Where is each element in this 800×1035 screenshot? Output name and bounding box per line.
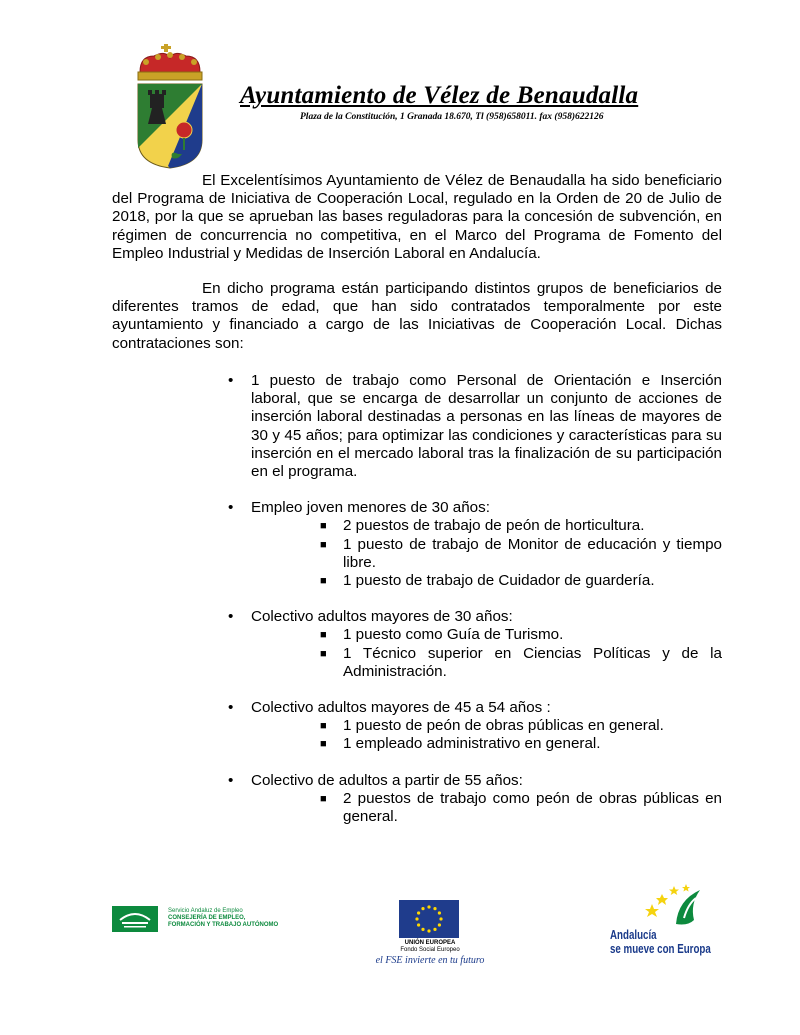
intro-text: El Excelentísimos Ayuntamiento de Vélez de Benaudalla ha sido beneficiario del Programa de Iniciativa de Cooperación Local, regulado en la Orden de 20 de Julio de 2018, por la que se aprueban las bases reguladoras para la concesión de subvención, en régimen de concurrencia no competitiva, en el Marco del Programa de Fomento del Empleo Industrial y Medidas de Inserción Laboral en Andalucía.	[112, 172, 722, 262]
bullet-icon: •	[228, 608, 234, 626]
square-bullet-icon: ■	[320, 575, 327, 588]
contracts-list	[228, 372, 722, 826]
list-item	[228, 772, 722, 790]
eu-flag-icon	[399, 900, 459, 938]
junta-line-2: CONSEJERÍA DE EMPLEO,	[168, 915, 246, 921]
andalucia-stars-icon	[604, 880, 714, 930]
square-bullet-icon: ■	[320, 538, 327, 551]
andalucia-line-2: se mueve con Europa	[610, 942, 711, 956]
square-bullet-icon: ■	[320, 738, 327, 751]
square-bullet-icon: ■	[320, 520, 327, 533]
square-bullet-icon: ■	[320, 720, 327, 733]
bullet-icon: •	[228, 699, 234, 717]
andalucia-text	[610, 928, 711, 956]
junta-andalucia-logo	[112, 906, 312, 936]
junta-line-3: FORMACIÓN Y TRABAJO AUTÓNOMO	[168, 922, 279, 928]
junta-emblem-icon	[112, 906, 158, 932]
intro-paragraph	[112, 172, 722, 263]
sub-list-item-text: 2 puestos de trabajo como peón de obras públicas en general.	[343, 789, 722, 826]
list-item	[228, 608, 722, 626]
sub-list-item-text: 1 empleado administrativo en general.	[343, 735, 601, 753]
list-item-text: 1 puesto de trabajo como Personal de Orientación e Inserción laboral, que se encarga de desarrollar un conjunto de acciones de inserción laboral destinadas a personas en las líneas de mayores de 30 y 45 años; para optimizar las condiciones y características para su inserción en el mercado laboral tras la finalización de su participación en el programa.	[251, 372, 722, 481]
sub-list-item	[320, 536, 722, 572]
list-item-text: Colectivo adultos mayores de 45 a 54 años :	[251, 699, 551, 717]
sub-list-item-text: 1 puesto de peón de obras públicas en general.	[343, 717, 664, 735]
sub-list-item	[320, 717, 722, 735]
list-item-text: Colectivo adultos mayores de 30 años:	[251, 608, 513, 626]
andalucia-line-1: Andalucía	[610, 928, 657, 942]
municipal-crest-icon	[134, 42, 206, 170]
page-title: Ayuntamiento de Vélez de Benaudalla	[240, 82, 639, 109]
address-line: Plaza de la Constitución, 1 Granada 18.670, Tl (958)658011. fax (958)622126	[300, 112, 604, 122]
bullet-icon: •	[228, 372, 234, 389]
bullet-icon: •	[228, 771, 234, 789]
bullet-icon: •	[228, 499, 234, 517]
sub-list-item	[320, 645, 722, 681]
sub-list-item-text: 1 Técnico superior en Ciencias Políticas y de la Administración.	[343, 644, 722, 680]
sub-list-item	[320, 517, 722, 535]
list-item-text: Empleo joven menores de 30 años:	[251, 499, 490, 517]
list-item-text: Colectivo de adultos a partir de 55 años:	[251, 771, 523, 789]
sub-list-item-text: 2 puestos de trabajo de peón de horticultura.	[343, 517, 645, 535]
square-bullet-icon: ■	[320, 792, 327, 805]
sub-list-item	[320, 735, 722, 753]
eu-line-2: Fondo Social Europeo	[400, 947, 460, 953]
sub-list-item	[320, 626, 722, 644]
junta-line-1: Servicio Andaluz de Empleo	[168, 908, 243, 914]
andalucia-europa-logo	[604, 880, 714, 970]
junta-text	[168, 908, 278, 929]
list-item	[228, 372, 722, 481]
program-paragraph	[112, 280, 722, 353]
sub-list-item	[320, 572, 722, 590]
square-bullet-icon: ■	[320, 647, 327, 660]
sub-list-item-text: 1 puesto como Guía de Turismo.	[343, 626, 564, 644]
square-bullet-icon: ■	[320, 629, 327, 642]
list-item	[228, 699, 722, 717]
program-text: En dicho programa están participando distintos grupos de beneficiarios de diferentes tramos de edad, que han sido contratados temporalmente por este ayuntamiento y financiado a cargo de las Iniciativas de Cooperación Local. Dichas contrataciones son:	[112, 280, 722, 352]
sub-list-item	[320, 790, 722, 826]
sub-list-item-text: 1 puesto de trabajo de Cuidador de guardería.	[343, 572, 655, 590]
sub-list-item-text: 1 puesto de trabajo de Monitor de educación y tiempo libre.	[343, 535, 722, 571]
eu-logo	[355, 900, 505, 972]
eu-line-1: UNIÓN EUROPEA	[404, 940, 456, 946]
list-item	[228, 499, 722, 517]
eu-slogan: el FSE invierte en tu futuro	[375, 955, 485, 966]
